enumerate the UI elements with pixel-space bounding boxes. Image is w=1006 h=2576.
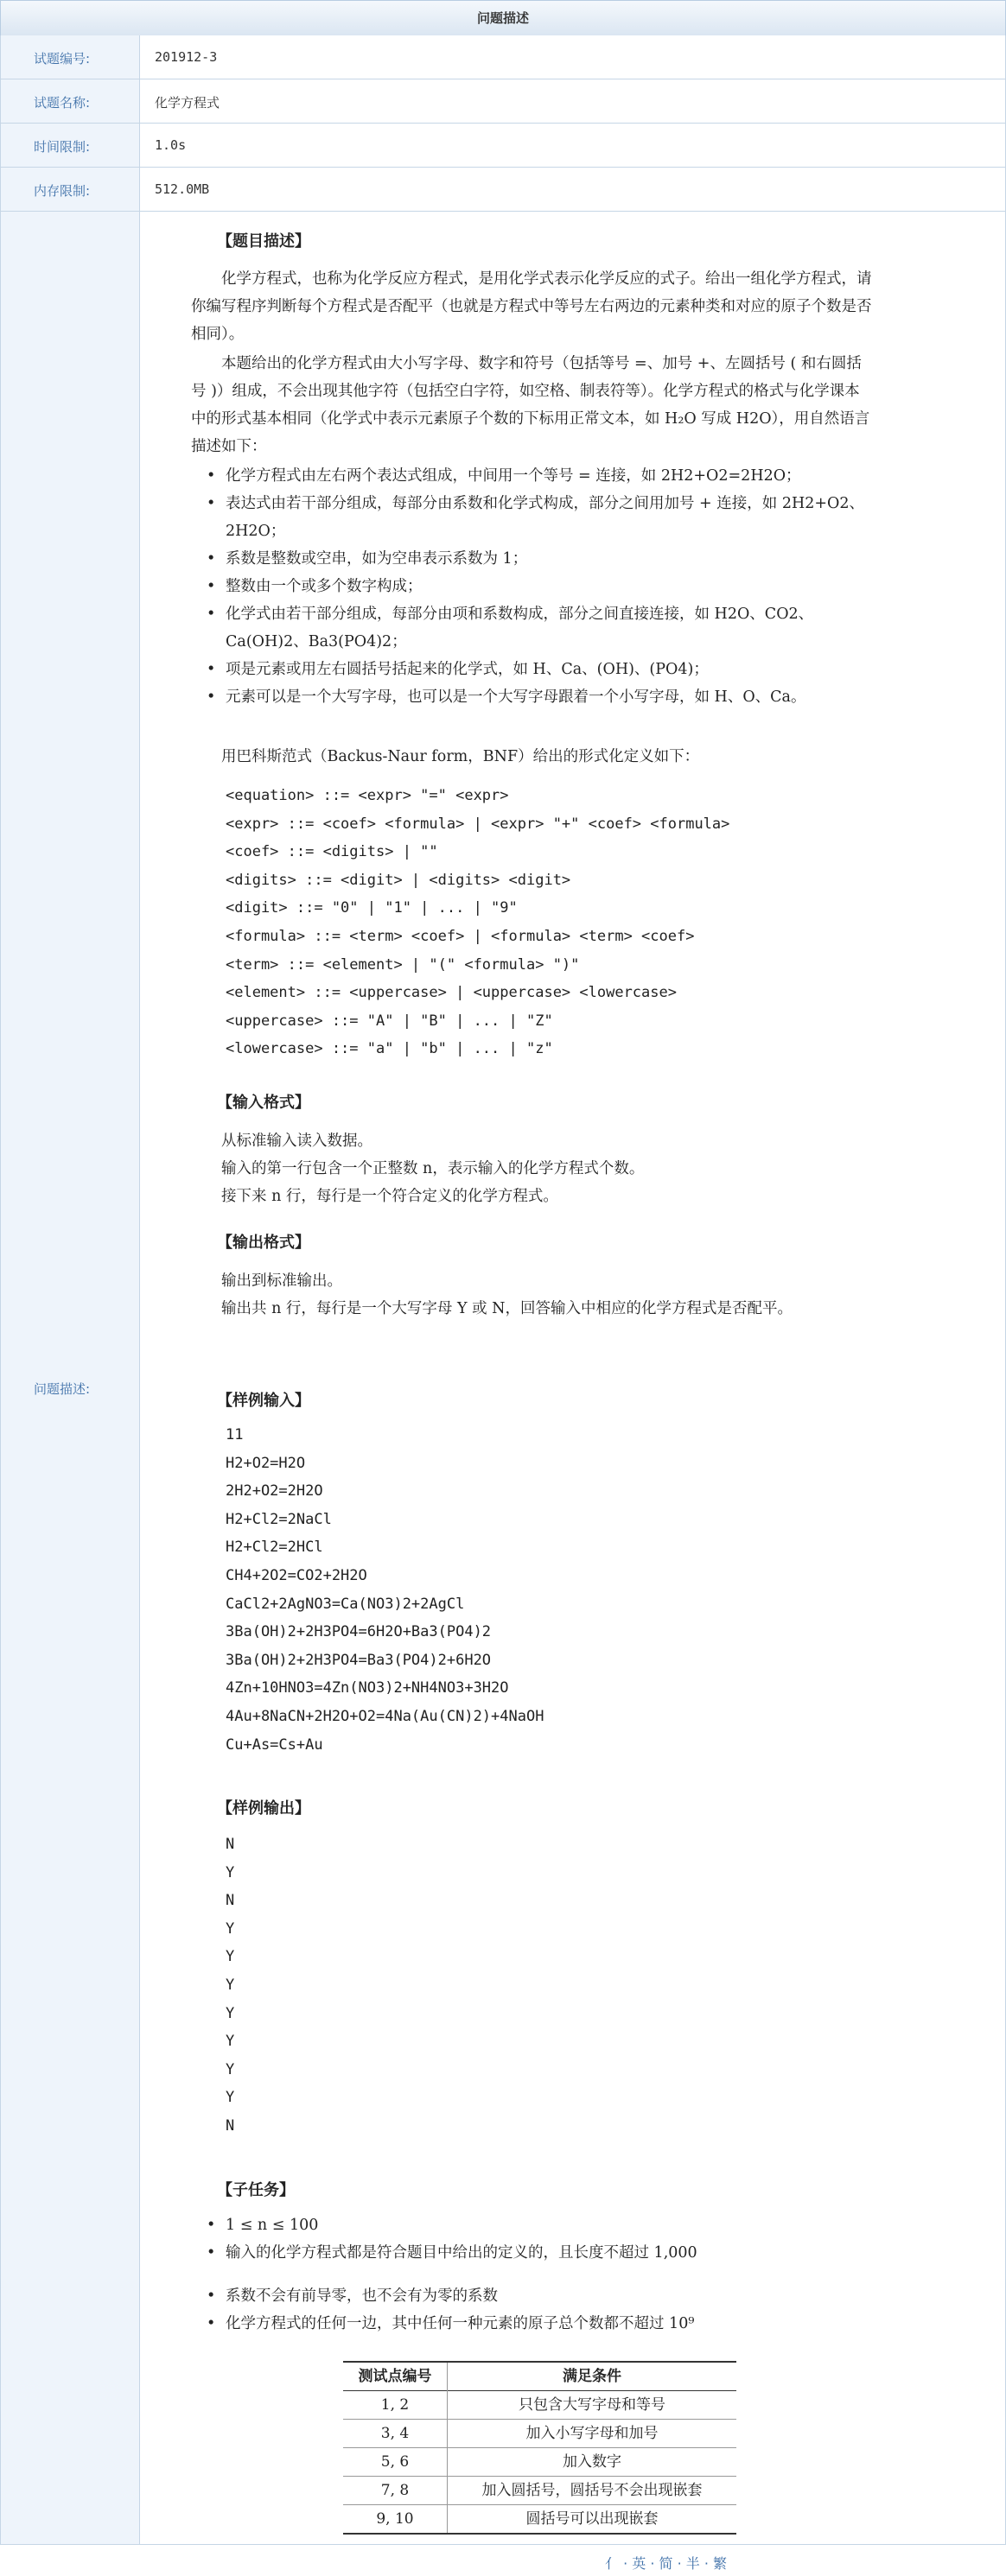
problem-row bbox=[0, 212, 1006, 2545]
meta-value: 512.0MB bbox=[155, 181, 210, 197]
bnf-block bbox=[226, 782, 729, 1063]
subtask-item: • 系数不会有前导零，也不会有为零的系数 bbox=[207, 2282, 872, 2310]
rule-item: • 元素可以是一个大写字母，也可以是一个大写字母跟着一个小写字母，如 H、O、Ca。 bbox=[207, 683, 872, 711]
rule-item: • 整数由一个或多个数字构成； bbox=[207, 573, 872, 600]
input-desc bbox=[191, 1127, 874, 1210]
bnf-intro: 用巴科斯范式（Backus-Naur form，BNF）给出的形式化定义如下： bbox=[221, 748, 700, 765]
bnf-line: <coef> ::= <digits> | "" bbox=[226, 843, 438, 861]
table-row bbox=[343, 2505, 736, 2535]
rule-item: • 项是元素或用左右圆括号括起来的化学式，如 H、Ca、(OH)、(PO4)； bbox=[207, 656, 872, 683]
desc-title: 【题目描述】 bbox=[217, 232, 310, 251]
sample-line: N bbox=[226, 2116, 235, 2135]
sample-line: 4Zn+10HNO3=4Zn(NO3)2+NH4NO3+3H2O bbox=[226, 1679, 509, 1697]
subtask-table bbox=[343, 2361, 736, 2535]
sample-output-title: 【样例输出】 bbox=[217, 1799, 310, 1818]
sample-line: Y bbox=[226, 1919, 235, 1938]
output-line: 输出共 n 行，每行是一个大写字母 Y 或 N，回答输入中相应的化学方程式是否配平。 bbox=[221, 1300, 793, 1317]
sample-line: N bbox=[226, 1892, 235, 1910]
sample-line: CH4+2O2=CO2+2H2O bbox=[226, 1566, 367, 1584]
rule-item: • 系数是整数或空串，如为空串表示系数为 1； bbox=[207, 545, 872, 573]
table-cell: 圆括号可以出现嵌套 bbox=[525, 2510, 659, 2528]
grammar-rules bbox=[207, 462, 872, 711]
subtask-title: 【子任务】 bbox=[217, 2181, 295, 2199]
table-cell: 5, 6 bbox=[343, 2448, 448, 2477]
meta-label: 试题编号: bbox=[34, 51, 91, 67]
sample-line: Y bbox=[226, 1863, 235, 1881]
meta-value: 化学方程式 bbox=[155, 95, 220, 111]
sample-output bbox=[226, 1830, 234, 2141]
bnf-line: <expr> ::= <coef> <formula> | <expr> "+" <coef> <formula> bbox=[226, 815, 730, 833]
sample-input bbox=[226, 1421, 544, 1759]
sample-line: 3Ba(OH)2+2H3PO4=6H2O+Ba3(PO4)2 bbox=[226, 1623, 492, 1641]
subtask-list bbox=[207, 2211, 872, 2338]
bnf-line: <equation> ::= <expr> "=" <expr> bbox=[226, 787, 509, 804]
page-title: 问题描述 bbox=[0, 0, 1006, 36]
sample-line: Cu+As=Cs+Au bbox=[226, 1735, 323, 1754]
sample-line: H2+Cl2=2HCl bbox=[226, 1539, 323, 1557]
sample-line: 4Au+8NaCN+2H2O+O2=4Na(Au(CN)2)+4NaOH bbox=[226, 1707, 544, 1725]
subtask-item: • 1 ≤ n ≤ 100 bbox=[207, 2211, 872, 2239]
bnf-line: <lowercase> ::= "a" | "b" | ... | "z" bbox=[226, 1040, 553, 1058]
rule-item: • 表达式由若干部分组成，每部分由系数和化学式构成，部分之间用加号 + 连接，如 2H2+O2、2H2O； bbox=[207, 490, 872, 545]
sample-line: H2+Cl2=2NaCl bbox=[226, 1510, 332, 1528]
meta-value: 1.0s bbox=[155, 137, 187, 153]
output-line: 输出到标准输出。 bbox=[221, 1272, 342, 1290]
output-title: 【输出格式】 bbox=[217, 1234, 310, 1252]
bnf-line: <digit> ::= "0" | "1" | ... | "9" bbox=[226, 899, 518, 917]
sample-line: Y bbox=[226, 2033, 235, 2051]
meta-row-id bbox=[0, 35, 1006, 79]
subtask-item: • 化学方程式的任何一边，其中任何一种元素的原子总个数都不超过 10⁹ bbox=[207, 2310, 872, 2338]
table-cell: 加入数字 bbox=[563, 2453, 621, 2471]
table-cell: 1, 2 bbox=[343, 2391, 448, 2420]
sample-line: Y bbox=[226, 2060, 235, 2078]
bnf-line: <uppercase> ::= "A" | "B" | ... | "Z" bbox=[226, 1012, 553, 1030]
sample-line: Y bbox=[226, 2089, 235, 2107]
input-line: 输入的第一行包含一个正整数 n，表示输入的化学方程式个数。 bbox=[221, 1160, 645, 1177]
input-title: 【输入格式】 bbox=[217, 1094, 310, 1112]
meta-label: 时间限制: bbox=[34, 139, 91, 155]
sample-line: Y bbox=[226, 1948, 235, 1966]
sample-line: N bbox=[226, 1836, 235, 1853]
sample-line: 11 bbox=[226, 1426, 244, 1443]
rule-item: • 化学方程式由左右两个表达式组成，中间用一个等号 = 连接，如 2H2+O2=2H2O； bbox=[207, 462, 872, 490]
input-line: 从标准输入读入数据。 bbox=[221, 1133, 372, 1150]
table-cell: 9, 10 bbox=[343, 2505, 448, 2535]
desc-paragraph-1: 化学方程式，也称为化学反应方程式，是用化学式表示化学反应的式子。给出一组化学方程式，请你编写程序判断每个方程式是否配平（也就是方程式中等号左右两边的元素种类和对应的原子个数是否相同）。 bbox=[191, 270, 872, 343]
table-cell: 3, 4 bbox=[343, 2420, 448, 2448]
table-header: 测试点编号 bbox=[343, 2362, 448, 2391]
ime-toolbar[interactable]: 亻 · 英 · 简 · 半 · 繁 bbox=[605, 2555, 728, 2572]
rule-item: • 化学式由若干部分组成，每部分由项和系数构成，部分之间直接连接，如 H2O、CO2、Ca(OH)2、Ba3(PO4)2； bbox=[207, 600, 872, 656]
sample-input-title: 【样例输入】 bbox=[217, 1392, 310, 1410]
table-row bbox=[343, 2420, 736, 2448]
table-cell: 加入小写字母和加号 bbox=[525, 2425, 659, 2442]
subtask-item: • 输入的化学方程式都是符合题目中给出的定义的，且长度不超过 1,000 bbox=[207, 2239, 872, 2267]
table-cell: 7, 8 bbox=[343, 2477, 448, 2505]
meta-row-memory bbox=[0, 168, 1006, 212]
desc-paragraph-2: 本题给出的化学方程式由大小写字母、数字和符号（包括等号 =、加号 +、左圆括号 ( 和右圆括号 )）组成，不会出现其他字符（包括空白字符，如空格、制表符等）。化学方程式的格式与化学课本中的形式基本相同（化学式中表示元素原子个数的下标用正常文本，如 H₂O 写成 H2O），用自然语言描述如下： bbox=[191, 355, 870, 455]
table-header: 满足条件 bbox=[563, 2368, 621, 2385]
table-row bbox=[343, 2448, 736, 2477]
meta-row-name bbox=[0, 79, 1006, 124]
table-cell: 只包含大写字母和等号 bbox=[519, 2396, 665, 2414]
sample-line: CaCl2+2AgNO3=Ca(NO3)2+2AgCl bbox=[226, 1595, 465, 1613]
bnf-line: <element> ::= <uppercase> | <uppercase> <lowercase> bbox=[226, 984, 677, 1002]
bnf-line: <term> ::= <element> | "(" <formula> ")" bbox=[226, 955, 580, 974]
bnf-line: <formula> ::= <term> <coef> | <formula> <term> <coef> bbox=[226, 927, 695, 945]
bnf-line: <digits> ::= <digit> | <digits> <digit> bbox=[226, 871, 571, 889]
table-cell: 加入圆括号，圆括号不会出现嵌套 bbox=[481, 2482, 703, 2499]
sample-line: Y bbox=[226, 1976, 235, 1994]
sample-line: Y bbox=[226, 2004, 235, 2022]
meta-label: 内存限制: bbox=[34, 183, 91, 199]
meta-value: 201912-3 bbox=[155, 49, 218, 65]
table-row bbox=[343, 2477, 736, 2505]
sample-line: 3Ba(OH)2+2H3PO4=Ba3(PO4)2+6H2O bbox=[226, 1651, 492, 1669]
sample-line: H2+O2=H2O bbox=[226, 1454, 306, 1472]
sample-line: 2H2+O2=2H2O bbox=[226, 1482, 323, 1501]
output-desc bbox=[191, 1267, 874, 1323]
meta-label: 试题名称: bbox=[34, 95, 91, 111]
input-line: 接下来 n 行，每行是一个符合定义的化学方程式。 bbox=[221, 1188, 558, 1205]
table-row bbox=[343, 2391, 736, 2420]
problem-label: 问题描述: bbox=[34, 1381, 91, 1397]
meta-row-time bbox=[0, 124, 1006, 168]
